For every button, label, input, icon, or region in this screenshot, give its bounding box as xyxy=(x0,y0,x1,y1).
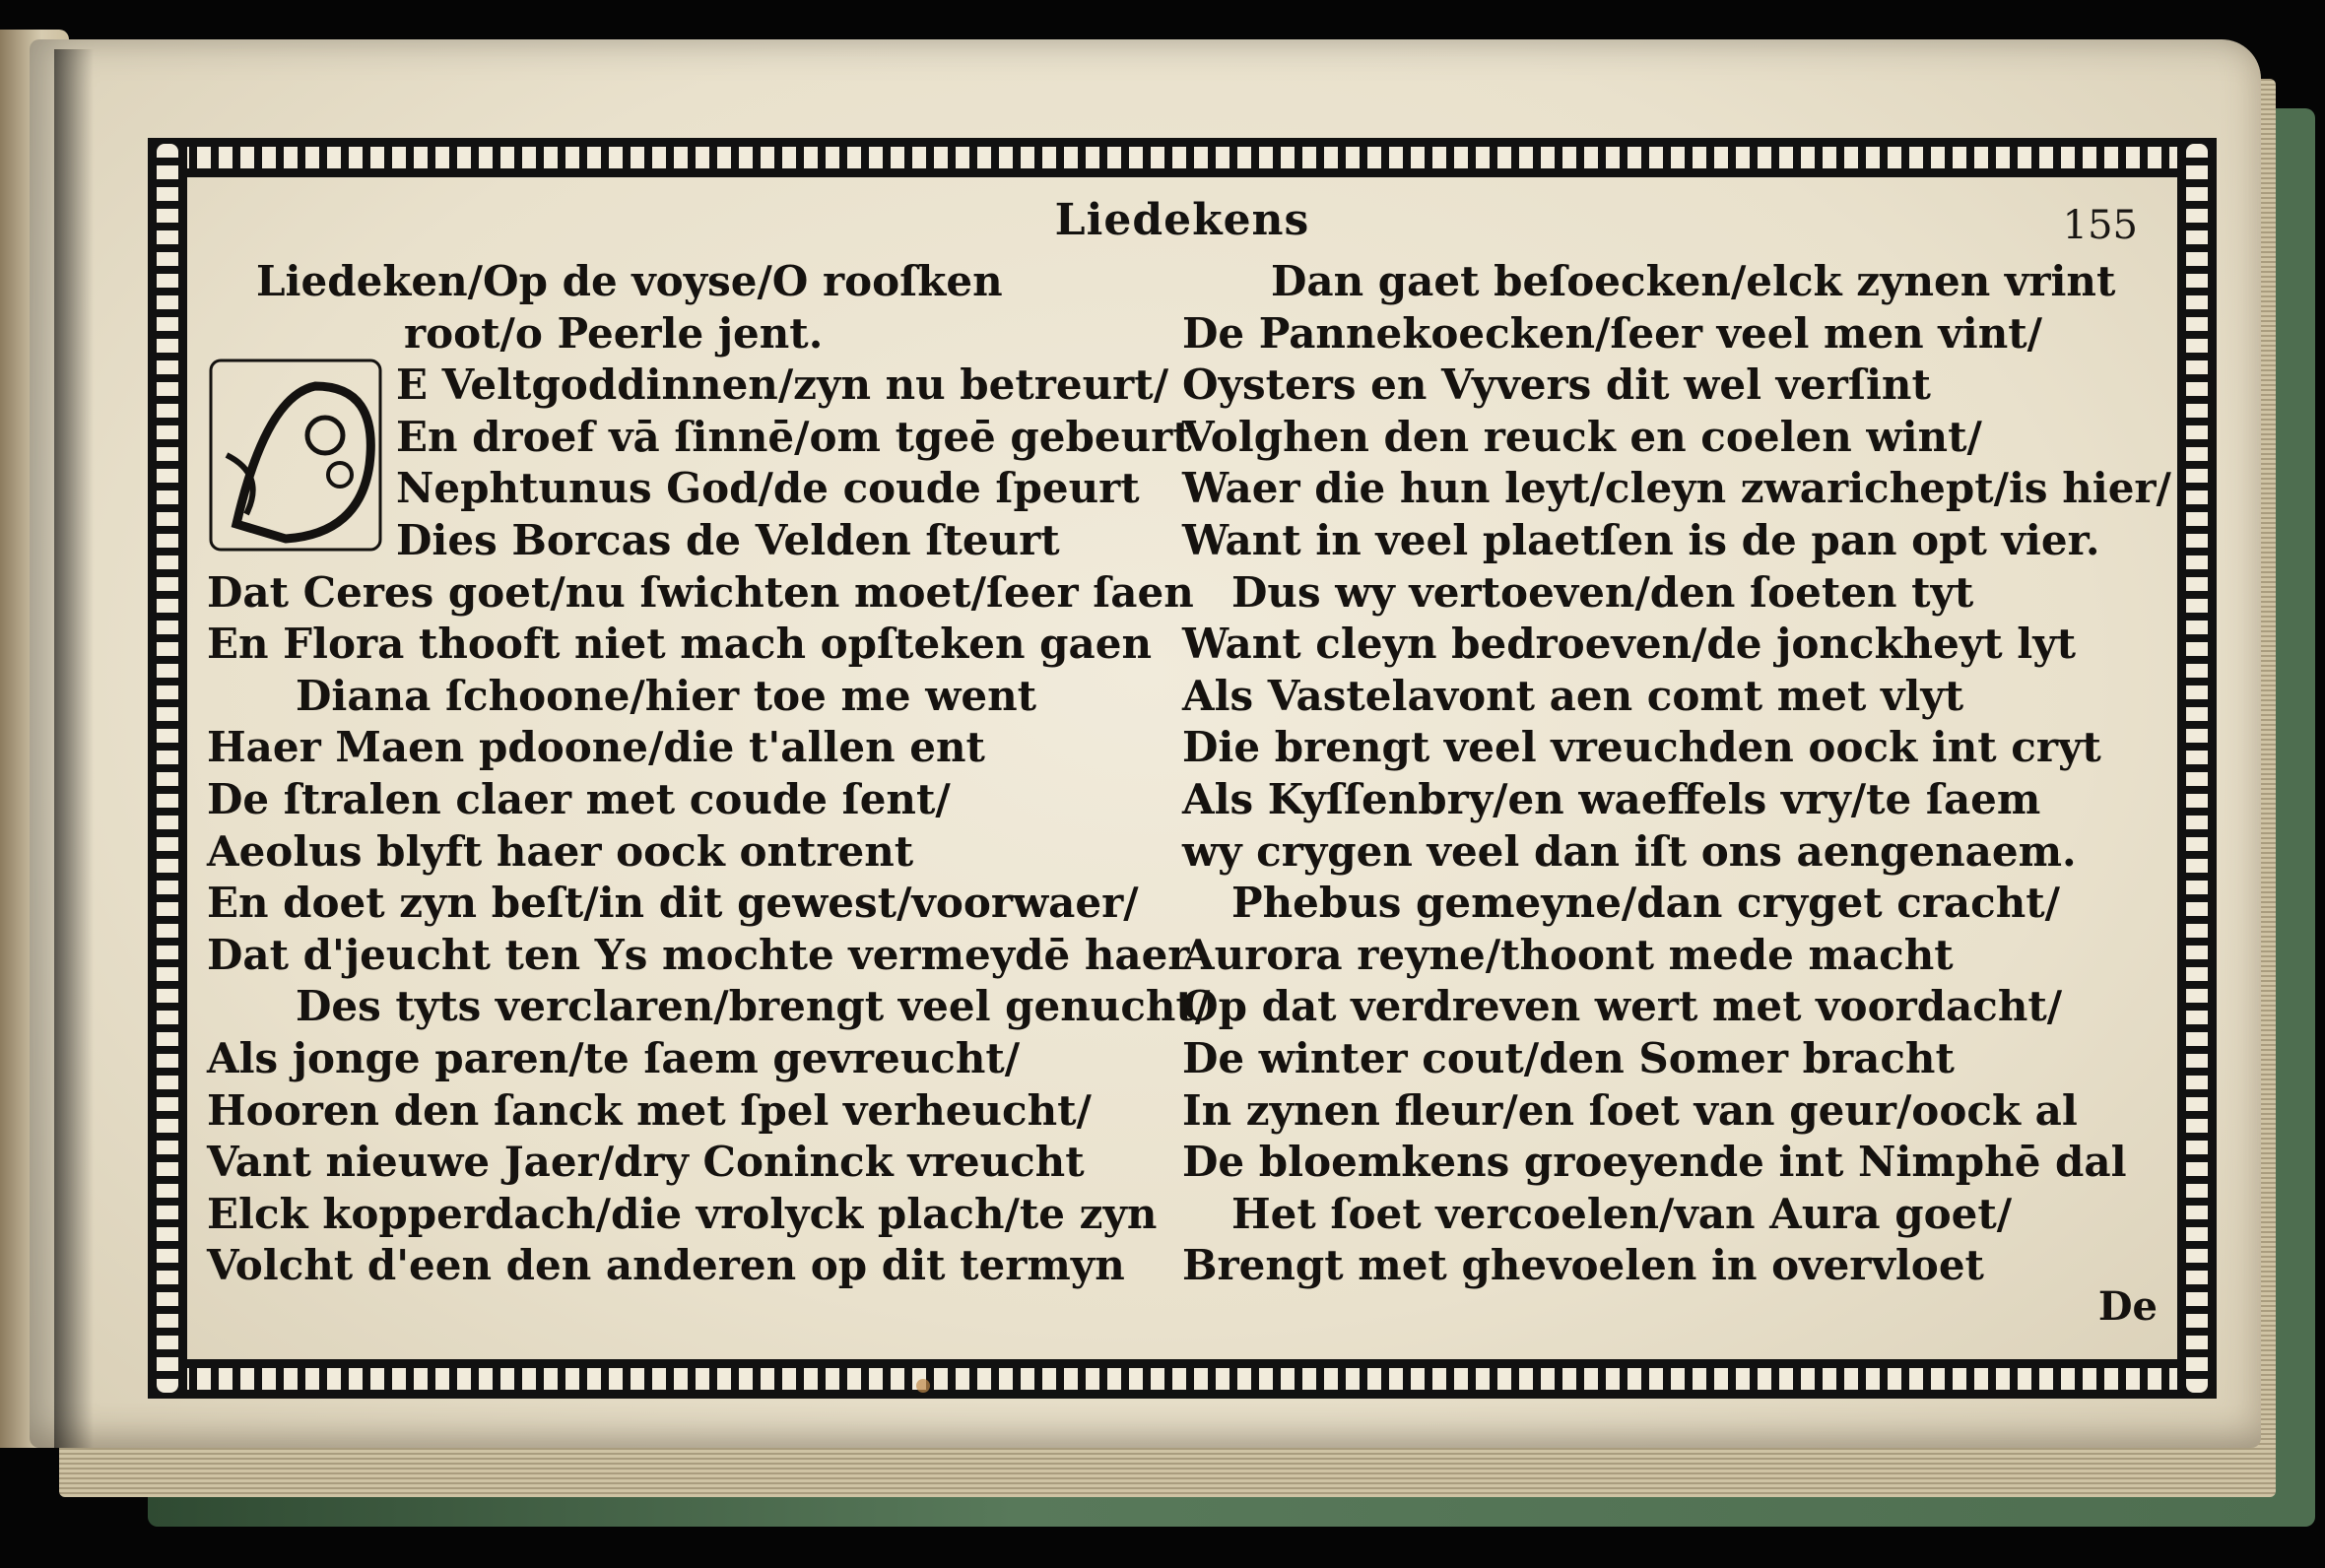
spine-shadow xyxy=(54,49,94,1448)
verse-line: Vant nieuwe Jaer/dry Coninck vreucht xyxy=(207,1138,1085,1187)
verse-line: Op dat verdreven wert met voordacht/ xyxy=(1182,982,2063,1031)
verse-line: Die brengt veel vreuchden oock int cryt xyxy=(1182,723,2101,772)
verse-line: Phebus gemeyne/dan cryget cracht/ xyxy=(1231,879,2060,928)
verse-line: Hooren den ſanck met ſpel verheucht/ xyxy=(207,1085,1092,1135)
border-top xyxy=(148,138,2217,177)
verse-line: Elck kopperdach/die vrolyck plach/te zyn xyxy=(207,1189,1158,1238)
left-column xyxy=(207,256,1211,1292)
border-left xyxy=(148,138,187,1399)
running-head: Liedekens xyxy=(1054,195,1310,245)
page-number: 155 xyxy=(2062,203,2138,248)
verse-line: Dat Ceres goet/nu ſwichten moet/ſeer ſaen xyxy=(207,567,1194,617)
verse-line: E Veltgoddinnen/zyn nu betreurt/ xyxy=(396,360,1169,410)
verse-line: In zynen fleur/en ſoet van geur/oock al xyxy=(1182,1085,2078,1135)
verse-line: Brengt met ghevoelen in overvloet xyxy=(1182,1241,1984,1290)
verse-line: Diana ſchoone/hier toe me went xyxy=(296,671,1037,720)
verse-line: wy crygen veel dan iſt ons aengenaem. xyxy=(1182,826,2077,876)
woodcut-border xyxy=(148,138,2217,1399)
verse-line: Volcht d'een den anderen op dit termyn xyxy=(207,1241,1125,1290)
catchword: De xyxy=(2097,1283,2158,1330)
verse-line: Nephtunus God/de coude ſpeurt xyxy=(396,464,1140,513)
verse-line: De ſtralen claer met coude ſent/ xyxy=(207,774,951,823)
verse-line: Dies Borcas de Velden ſteurt xyxy=(396,515,1060,564)
verse-line: En Flora thooft niet mach opſteken gaen xyxy=(207,620,1152,669)
verse-line: Haer Maen pdoone/die t'allen ent xyxy=(207,723,985,772)
verse-line: Want cleyn bedroeven/de jonckheyt lyt xyxy=(1182,620,2076,669)
verse-line: Oysters en Vyvers dit wel verſint xyxy=(1182,360,1931,410)
verse-line: De winter cout/den Somer bracht xyxy=(1182,1033,1955,1082)
verse-line: Dat d'jeucht ten Ys mochte vermeydē haer xyxy=(207,930,1190,979)
verse-line: En droef vā ſinnē/om tgeē gebeurt xyxy=(396,412,1192,461)
book-page xyxy=(30,39,2261,1448)
verse-line: Aurora reyne/thoont mede macht xyxy=(1182,930,1954,979)
verse-line: root/o Peerle jent. xyxy=(404,308,824,358)
verse-line: En doet zyn beſt/in dit gewest/voorwaer/ xyxy=(207,879,1139,928)
verse-line: Aeolus blyft haer oock ontrent xyxy=(207,826,914,876)
border-bottom xyxy=(148,1359,2217,1399)
verse-line: Als jonge paren/te ſaem gevreucht/ xyxy=(207,1033,1021,1082)
border-right xyxy=(2177,138,2217,1399)
verse-line: Waer die hun leyt/cleyn zwarichept/is hier/ xyxy=(1182,464,2171,513)
verse-line: Volghen den reuck en coelen wint/ xyxy=(1182,412,1982,461)
verse-line: Dan gaet beſoecken/elck zynen vrint xyxy=(1271,257,2116,305)
verse-line: Des tyts verclaren/brengt veel genucht/ xyxy=(296,982,1211,1031)
verse-line: Liedeken/Op de voyse/O rooſken xyxy=(256,257,1003,305)
verse-line: Dus wy vertoeven/den ſoeten tyt xyxy=(1231,567,1974,617)
right-column xyxy=(1182,256,2171,1292)
verse-line: De bloemkens groeyende int Nimphē dal xyxy=(1182,1138,2127,1187)
verse-line: Het ſoet vercoelen/van Aura goet/ xyxy=(1231,1189,2013,1238)
verse-line: Want in veel plaetſen is de pan opt vier. xyxy=(1182,515,2100,564)
verse-line: Als Kyſſenbry/en waeffels vry/te ſaem xyxy=(1182,774,2041,823)
verse-line: De Pannekoecken/ſeer veel men vint/ xyxy=(1182,308,2042,358)
verse-line: Als Vastelavont aen comt met vlyt xyxy=(1182,671,1964,720)
paper-stain xyxy=(916,1379,930,1393)
